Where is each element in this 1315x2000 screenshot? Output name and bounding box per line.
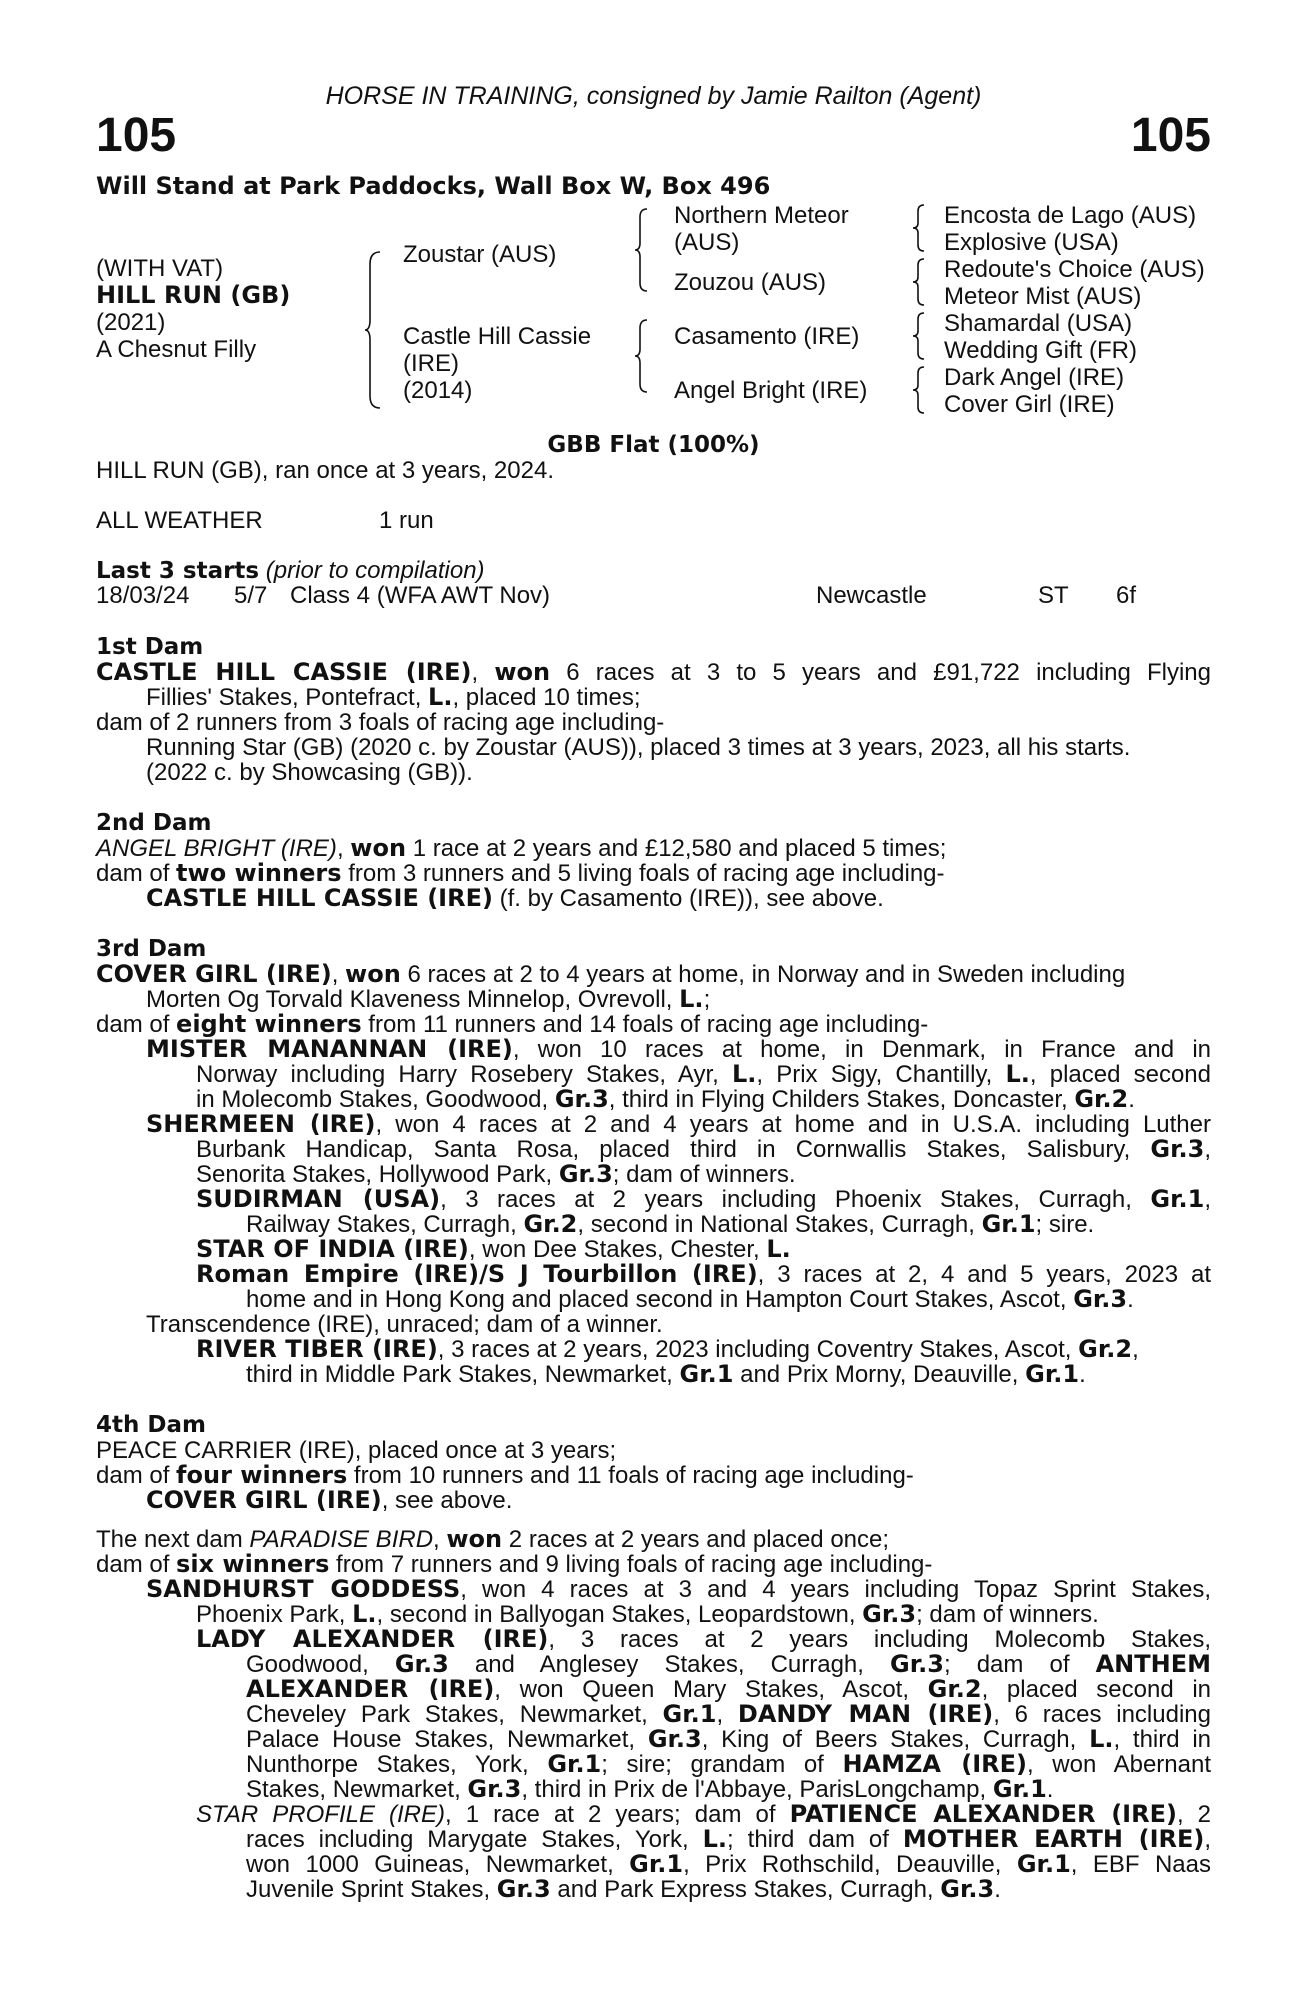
shermeen-line1: SHERMEEN (IRE), won 4 races at 2 and 4 years at home and in U.S.A. including Luther [146, 1110, 1211, 1138]
fourth-dam-heading: 4th Dam [96, 1412, 206, 1438]
horse-year: (2021) [96, 309, 166, 336]
lady-alexander-line6: Nunthorpe Stakes, York, Gr.1; sire; grandam of HAMZA (IRE), won Abernant [246, 1750, 1211, 1778]
start-race: Class 4 (WFA AWT Nov) [290, 582, 551, 609]
last-starts-heading: Last 3 starts (prior to compilation) [96, 557, 485, 584]
sudirman-line1: SUDIRMAN (USA), 3 races at 2 years including Phoenix Stakes, Curragh, Gr.1, [196, 1185, 1211, 1213]
shermeen-line3: Senorita Stakes, Hollywood Park, Gr.3; dam of winners. [196, 1160, 796, 1188]
star-profile-line1: STAR PROFILE (IRE), 1 race at 2 years; dam of PATIENCE ALEXANDER (IRE), 2 [196, 1800, 1212, 1828]
start-position: 5/7 [234, 582, 268, 609]
star-profile-line3: won 1000 Guineas, Newmarket, Gr.1, Prix Rothschild, Deauville, Gr.1, EBF Naas [246, 1850, 1211, 1878]
sandhurst-goddess-line2: Phoenix Park, L., second in Ballyogan Stakes, Leopardstown, Gr.3; dam of winners. [196, 1600, 1099, 1628]
first-dam-heading: 1st Dam [96, 634, 204, 660]
lady-alexander-line1: LADY ALEXANDER (IRE), 3 races at 2 years including Molecomb Stakes, [196, 1625, 1212, 1653]
sandhurst-goddess-line1: SANDHURST GODDESS, won 4 races at 3 and 4 years including Topaz Sprint Stakes, [146, 1575, 1212, 1603]
pedigree-brace-g4 [912, 365, 926, 415]
second-dam-line1: ANGEL BRIGHT (IRE), won 1 race at 2 years and £12,580 and placed 5 times; [96, 834, 947, 862]
sudirman-line2: Railway Stakes, Curragh, Gr.2, second in National Stakes, Curragh, Gr.1; sire. [246, 1210, 1095, 1238]
lot-number-left: 105 [96, 109, 177, 162]
pedigree-gen3-1: Encosta de Lago (AUS) [944, 202, 1197, 229]
pedigree-dam-line1: Castle Hill Cassie [403, 323, 592, 350]
pedigree-brace-main [364, 250, 384, 410]
pedigree-sire-sire-line1: Northern Meteor [674, 202, 849, 229]
pedigree-brace-g1 [912, 203, 926, 253]
mister-manannan-line1: MISTER MANANNAN (IRE), won 10 races at home, in Denmark, in France and in [146, 1035, 1211, 1063]
fourth-dam-line3: COVER GIRL (IRE), see above. [146, 1486, 513, 1514]
lady-alexander-line3: ALEXANDER (IRE), won Queen Mary Stakes, Ascot, Gr.2, placed second in [246, 1675, 1211, 1703]
lady-alexander-line5: Palace House Stakes, Newmarket, Gr.3, King of Beers Stakes, Curragh, L., third in [246, 1725, 1212, 1753]
pedigree-gen3-7: Dark Angel (IRE) [944, 364, 1125, 391]
first-dam-line2: Fillies' Stakes, Pontefract, L., placed 10 times; [146, 683, 641, 711]
start-surface: ST [1038, 582, 1069, 609]
next-dam-line2: dam of six winners from 7 runners and 9 living foals of racing age including- [96, 1550, 933, 1578]
first-dam-produce1: Running Star (GB) (2020 c. by Zoustar (AUS)), placed 3 times at 3 years, 2023, all his starts. [146, 734, 1131, 761]
all-weather-runs: 1 run [379, 507, 434, 534]
first-dam-line3: dam of 2 runners from 3 foals of racing age including- [96, 709, 665, 736]
pedigree-sire-dam: Zouzou (AUS) [674, 269, 827, 296]
pedigree-brace-g3 [912, 311, 926, 361]
third-dam-heading: 3rd Dam [96, 936, 207, 962]
third-dam-line2: Morten Og Torvald Klaveness Minnelop, Ovrevoll, L.; [146, 985, 711, 1013]
first-dam-line1: CASTLE HILL CASSIE (IRE), won 6 races at 3 to 5 years and £91,722 including Flying [96, 658, 1211, 686]
third-dam-line1: COVER GIRL (IRE), won 6 races at 2 to 4 years at home, in Norway and in Sweden including [96, 960, 1126, 988]
start-distance: 6f [1116, 582, 1137, 609]
horse-name: HILL RUN (GB) [96, 281, 291, 309]
pedigree-gen3-4: Meteor Mist (AUS) [944, 283, 1142, 310]
pedigree-dam-line3: (2014) [403, 377, 473, 404]
lady-alexander-line4: Cheveley Park Stakes, Newmarket, Gr.1, DANDY MAN (IRE), 6 races including [246, 1700, 1211, 1728]
fourth-dam-line2: dam of four winners from 10 runners and 11 foals of racing age including- [96, 1461, 914, 1489]
gbb-rating: GBB Flat (100%) [547, 432, 760, 458]
pedigree-gen3-3: Redoute's Choice (AUS) [944, 256, 1205, 283]
pedigree-gen3-5: Shamardal (USA) [944, 310, 1133, 337]
pedigree-gen3-2: Explosive (USA) [944, 229, 1119, 256]
lot-number-right: 105 [1130, 109, 1211, 162]
second-dam-line2: dam of two winners from 3 runners and 5 living foals of racing age including- [96, 859, 945, 887]
all-weather-label: ALL WEATHER [96, 507, 263, 534]
pedigree-dam-dam: Angel Bright (IRE) [674, 377, 868, 404]
pedigree-gen3-6: Wedding Gift (FR) [944, 337, 1137, 364]
next-dam-line1: The next dam PARADISE BIRD, won 2 races at 2 years and placed once; [96, 1525, 890, 1553]
race-summary: HILL RUN (GB), ran once at 3 years, 2024. [96, 457, 554, 484]
start-date: 18/03/24 [96, 582, 190, 609]
mister-manannan-line3: in Molecomb Stakes, Goodwood, Gr.3, third in Flying Childers Stakes, Doncaster, Gr.2. [196, 1085, 1135, 1113]
mister-manannan-line2: Norway including Harry Rosebery Stakes, Ayr, L., Prix Sigy, Chantilly, L., placed second [196, 1060, 1211, 1088]
vat-note: (WITH VAT) [96, 255, 224, 282]
lady-alexander-line7: Stakes, Newmarket, Gr.3, third in Prix de l'Abbaye, ParisLongchamp, Gr.1. [246, 1775, 1054, 1803]
start-course: Newcastle [816, 582, 927, 609]
pedigree-brace-dam [634, 318, 650, 394]
roman-empire-line2: home and in Hong Kong and placed second in Hampton Court Stakes, Ascot, Gr.3. [246, 1285, 1134, 1313]
pedigree-dam-sire: Casamento (IRE) [674, 323, 860, 350]
consignor-header: HORSE IN TRAINING, consigned by Jamie Railton (Agent) [325, 82, 982, 110]
second-dam-line3: CASTLE HILL CASSIE (IRE) (f. by Casamento (IRE)), see above. [146, 884, 884, 912]
pedigree-brace-g2 [912, 257, 926, 307]
horse-description: A Chesnut Filly [96, 336, 257, 363]
pedigree-sire-sire-line2: (AUS) [674, 229, 740, 256]
fourth-dam-line1: PEACE CARRIER (IRE), placed once at 3 years; [96, 1437, 617, 1464]
star-profile-line2: races including Marygate Stakes, York, L.; third dam of MOTHER EARTH (IRE), [246, 1825, 1212, 1853]
river-tiber-line2: third in Middle Park Stakes, Newmarket, Gr.1 and Prix Morny, Deauville, Gr.1. [246, 1360, 1086, 1388]
pedigree-sire: Zoustar (AUS) [403, 241, 557, 268]
transcendence-line: Transcendence (IRE), unraced; dam of a winner. [146, 1311, 663, 1338]
pedigree-gen3-8: Cover Girl (IRE) [944, 391, 1115, 418]
roman-empire-line1: Roman Empire (IRE)/S J Tourbillon (IRE), 3 races at 2, 4 and 5 years, 2023 at [196, 1260, 1212, 1288]
river-tiber-line1: RIVER TIBER (IRE), 3 races at 2 years, 2023 including Coventry Stakes, Ascot, Gr.2, [196, 1335, 1139, 1363]
second-dam-heading: 2nd Dam [96, 810, 212, 836]
pedigree-dam-line2: (IRE) [403, 350, 459, 377]
third-dam-line3: dam of eight winners from 11 runners and 14 foals of racing age including- [96, 1010, 929, 1038]
shermeen-line2: Burbank Handicap, Santa Rosa, placed third in Cornwallis Stakes, Salisbury, Gr.3, [196, 1135, 1211, 1163]
star-of-india-line: STAR OF INDIA (IRE), won Dee Stakes, Chester, L. [196, 1235, 791, 1263]
lady-alexander-line2: Goodwood, Gr.3 and Anglesey Stakes, Curragh, Gr.3; dam of ANTHEM [246, 1650, 1211, 1678]
stand-location: Will Stand at Park Paddocks, Wall Box W, Box 496 [96, 172, 771, 200]
pedigree-brace-sire [634, 207, 650, 293]
catalogue-page [96, 0, 1211, 2000]
star-profile-line4: Juvenile Sprint Stakes, Gr.3 and Park Express Stakes, Curragh, Gr.3. [246, 1875, 1001, 1903]
first-dam-produce2: (2022 c. by Showcasing (GB)). [146, 759, 473, 786]
